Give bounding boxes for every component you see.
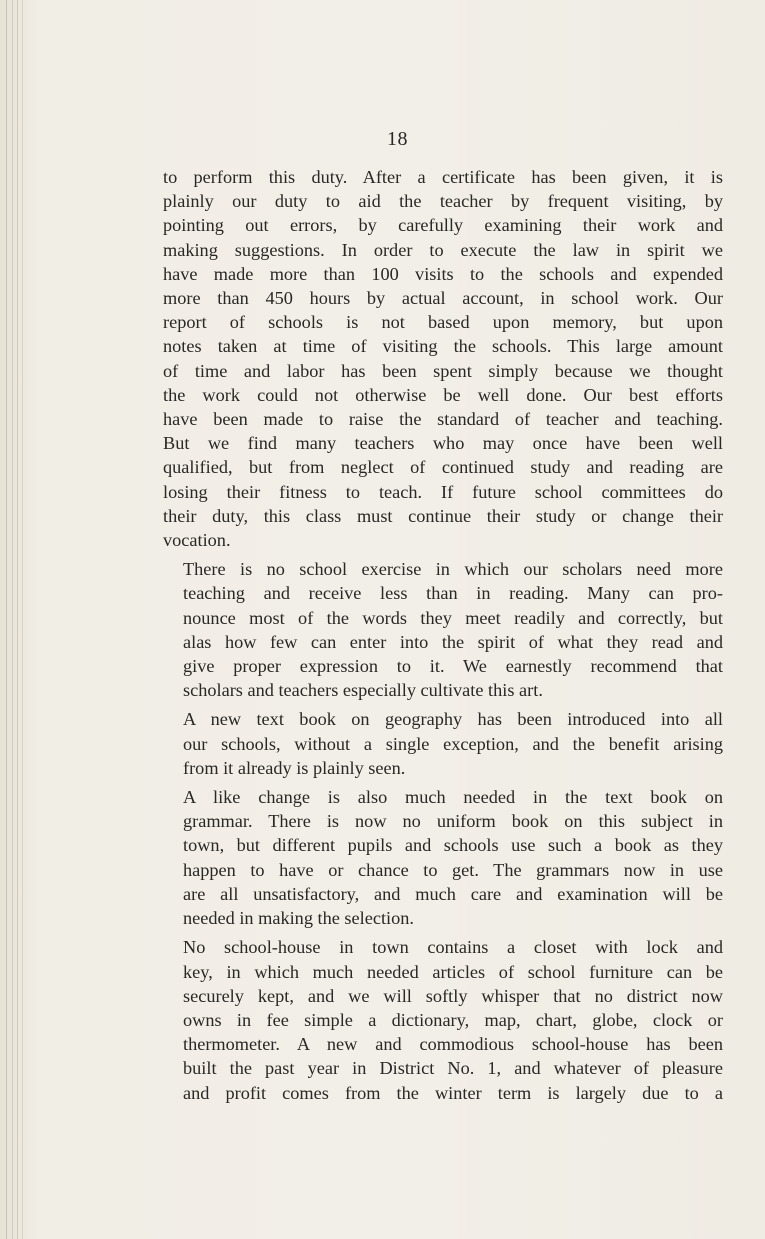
text-line: owns in fee simple a dictionary, map, chart, globe, clock or	[183, 1009, 723, 1030]
binding-edge	[12, 0, 13, 1239]
text-line: making suggestions. In order to execute the law in spirit we	[163, 239, 723, 260]
text-line: grammar. There is now no uniform book on this subject in	[183, 811, 723, 832]
text-line: to perform this duty. After a certificate has been given, it is	[163, 167, 723, 187]
text-line: scholars and teachers especially cultivate this art.	[183, 680, 543, 701]
text-line: losing their fitness to teach. If future school committees do	[163, 481, 723, 502]
text-line: pointing out errors, by carefully examining their work and	[163, 215, 723, 236]
binding-edge	[17, 0, 18, 1239]
text-line: But we find many teachers who may once have been well	[163, 433, 723, 454]
text-line: teaching and receive less than in reading. Many can pro-	[183, 583, 723, 604]
text-line: key, in which much needed articles of school furniture can be	[183, 961, 723, 982]
text-line: have made more than 100 visits to the schools and expended	[163, 263, 723, 284]
text-line: the work could not otherwise be well done. Our best efforts	[163, 384, 723, 405]
text-line: report of schools is not based upon memory, but upon	[163, 312, 723, 333]
page-number: 18	[387, 128, 408, 150]
text-line: are all unsatisfactory, and much care and examination will be	[183, 883, 723, 904]
text-line: built the past year in District No. 1, and whatever of pleasure	[183, 1058, 723, 1079]
text-line: and profit comes from the winter term is largely due to a	[183, 1082, 723, 1103]
paragraph	[163, 165, 723, 552]
text-line: No school-house in town contains a closet with lock and	[183, 937, 723, 958]
text-line: There is no school exercise in which our scholars need more	[183, 559, 723, 580]
text-line: have been made to raise the standard of teacher and teaching.	[163, 409, 723, 430]
text-line: A new text book on geography has been introduced into all	[183, 709, 723, 730]
text-line: nounce most of the words they meet readily and correctly, but	[183, 607, 723, 628]
text-line: from it already is plainly seen.	[183, 757, 406, 778]
text-line: alas how few can enter into the spirit of what they read and	[183, 631, 723, 652]
paragraph	[163, 557, 723, 702]
text-line: their duty, this class must continue their study or change their	[163, 505, 723, 526]
body-text	[163, 165, 723, 1105]
text-line: securely kept, and we will softly whisper that no district now	[183, 985, 723, 1006]
text-line: plainly our duty to aid the teacher by frequent visiting, by	[163, 191, 723, 212]
paragraph	[163, 785, 723, 930]
text-line: qualified, but from neglect of continued study and reading are	[163, 457, 723, 478]
text-line: A like change is also much needed in the text book on	[183, 787, 723, 808]
text-line: give proper expression to it. We earnestly recommend that	[183, 656, 723, 677]
text-line: thermometer. A new and commodious school-house has been	[183, 1034, 723, 1055]
text-line: happen to have or chance to get. The grammars now in use	[183, 859, 723, 880]
paragraph	[163, 935, 723, 1104]
paragraph	[163, 707, 723, 780]
binding-edge	[22, 0, 23, 1239]
binding-edge	[6, 0, 7, 1239]
text-line: town, but different pupils and schools use such a book as they	[183, 835, 723, 856]
text-line: our schools, without a single exception, and the benefit arising	[183, 733, 723, 754]
text-line: vocation.	[163, 530, 231, 551]
text-line: more than 450 hours by actual account, in school work. Our	[163, 288, 723, 309]
text-line: of time and labor has been spent simply because we thought	[163, 360, 723, 381]
text-line: needed in making the selection.	[183, 908, 414, 929]
text-line: notes taken at time of visiting the schools. This large amount	[163, 336, 723, 357]
